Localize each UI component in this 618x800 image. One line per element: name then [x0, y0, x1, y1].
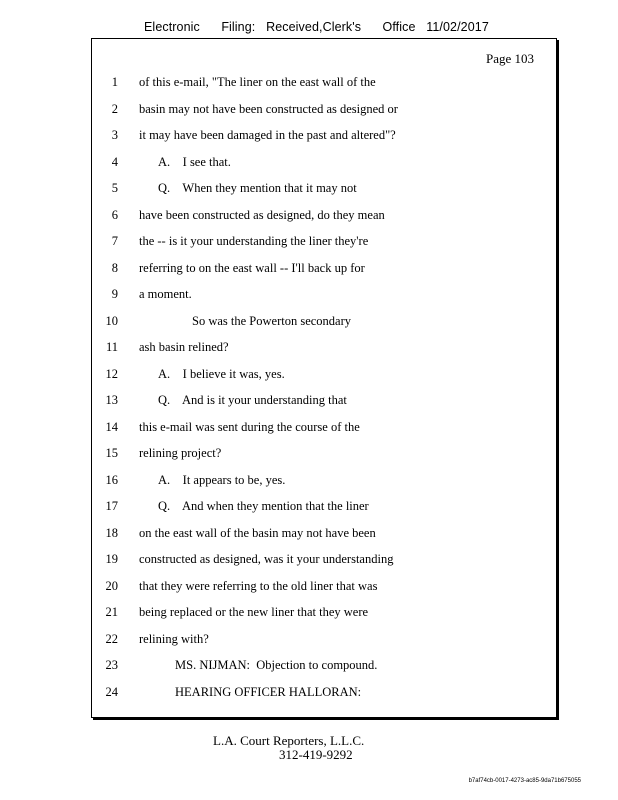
transcript-line [92, 632, 556, 659]
line-text: on the east wall of the basin may not have been [139, 525, 376, 540]
transcript-line [92, 367, 556, 394]
line-number: 18 [105, 525, 118, 540]
transcript-line [92, 685, 556, 712]
line-text: basin may not have been constructed as designed or [139, 101, 398, 116]
line-number: 20 [105, 578, 118, 593]
transcript-line [92, 420, 556, 447]
line-number: 22 [105, 631, 118, 646]
line-number: 9 [111, 287, 118, 301]
line-number: 19 [105, 552, 118, 566]
transcript-line [92, 208, 556, 235]
line-text: HEARING OFFICER HALLORAN: [175, 684, 362, 699]
transcript-line [92, 446, 556, 473]
line-number: 10 [105, 313, 118, 328]
line-number: 15 [105, 446, 118, 460]
transcript-line [92, 102, 556, 129]
line-text: A. It appears to be, yes. [158, 472, 286, 487]
line-text: A. I believe it was, yes. [158, 366, 285, 381]
line-number: 6 [111, 207, 118, 222]
line-number: 17 [105, 499, 118, 513]
line-text: the -- is it your understanding the liner they're [139, 234, 369, 248]
line-number: 12 [105, 366, 118, 381]
line-text: being replaced or the new liner that they were [139, 605, 369, 619]
transcript-line [92, 579, 556, 606]
line-number: 13 [105, 393, 118, 407]
line-number: 16 [105, 472, 118, 487]
line-text: A. I see that. [158, 154, 231, 169]
line-number: 24 [105, 684, 118, 699]
transcript-line [92, 155, 556, 182]
transcript-line [92, 393, 556, 420]
line-text: Q. And when they mention that the liner [158, 499, 369, 513]
document-hash: b7af74cb-0017-4273-ac85-9da71b675055 [468, 778, 581, 784]
line-number: 3 [111, 128, 118, 142]
line-text: a moment. [139, 287, 192, 301]
line-text: relining project? [139, 446, 222, 460]
transcript-line [92, 658, 556, 685]
line-text: MS. NIJMAN: Objection to compound. [175, 658, 378, 672]
line-text: So was the Powerton secondary [192, 313, 351, 328]
transcript-line [92, 314, 556, 341]
line-text: have been constructed as designed, do they mean [139, 207, 385, 222]
line-text: that they were referring to the old liner that was [139, 578, 378, 593]
line-text: ash basin relined? [139, 340, 229, 354]
transcript-line [92, 75, 556, 102]
line-text: referring to on the east wall -- I'll back up for [139, 260, 365, 275]
transcript-line [92, 261, 556, 288]
electronic-filing-header: Electronic Filing: Received,Clerk's Office 11/02/2017 [144, 20, 489, 34]
line-text: it may have been damaged in the past and altered"? [139, 128, 396, 142]
line-number: 4 [111, 154, 118, 169]
line-number: 5 [111, 181, 118, 195]
transcript-line [92, 340, 556, 367]
line-number: 1 [111, 75, 118, 89]
transcript-line [92, 526, 556, 553]
transcript-lines [92, 75, 556, 711]
line-number: 23 [105, 658, 118, 672]
line-text: relining with? [139, 631, 209, 646]
line-number: 21 [105, 605, 118, 619]
transcript-line [92, 234, 556, 261]
line-text: constructed as designed, was it your understanding [139, 552, 394, 566]
page-number: Page 103 [485, 51, 534, 66]
line-number: 14 [105, 419, 118, 434]
transcript-line [92, 128, 556, 155]
transcript-line [92, 499, 556, 526]
transcript-line [92, 473, 556, 500]
line-number: 8 [111, 260, 118, 275]
transcript-line [92, 605, 556, 632]
line-text: Q. And is it your understanding that [158, 393, 347, 407]
transcript-line [92, 287, 556, 314]
transcript-line [92, 181, 556, 208]
transcript-page-frame [91, 38, 557, 718]
line-text: Q. When they mention that it may not [158, 181, 357, 195]
line-number: 11 [105, 340, 118, 354]
court-reporter-name: L.A. Court Reporters, L.L.C. [213, 733, 365, 748]
court-reporter-phone: 312-419-9292 [279, 747, 353, 762]
line-number: 7 [111, 234, 118, 248]
transcript-line [92, 552, 556, 579]
line-number: 2 [111, 101, 118, 116]
line-text: this e-mail was sent during the course of the [139, 419, 360, 434]
line-text: of this e-mail, "The liner on the east wall of the [139, 75, 376, 89]
